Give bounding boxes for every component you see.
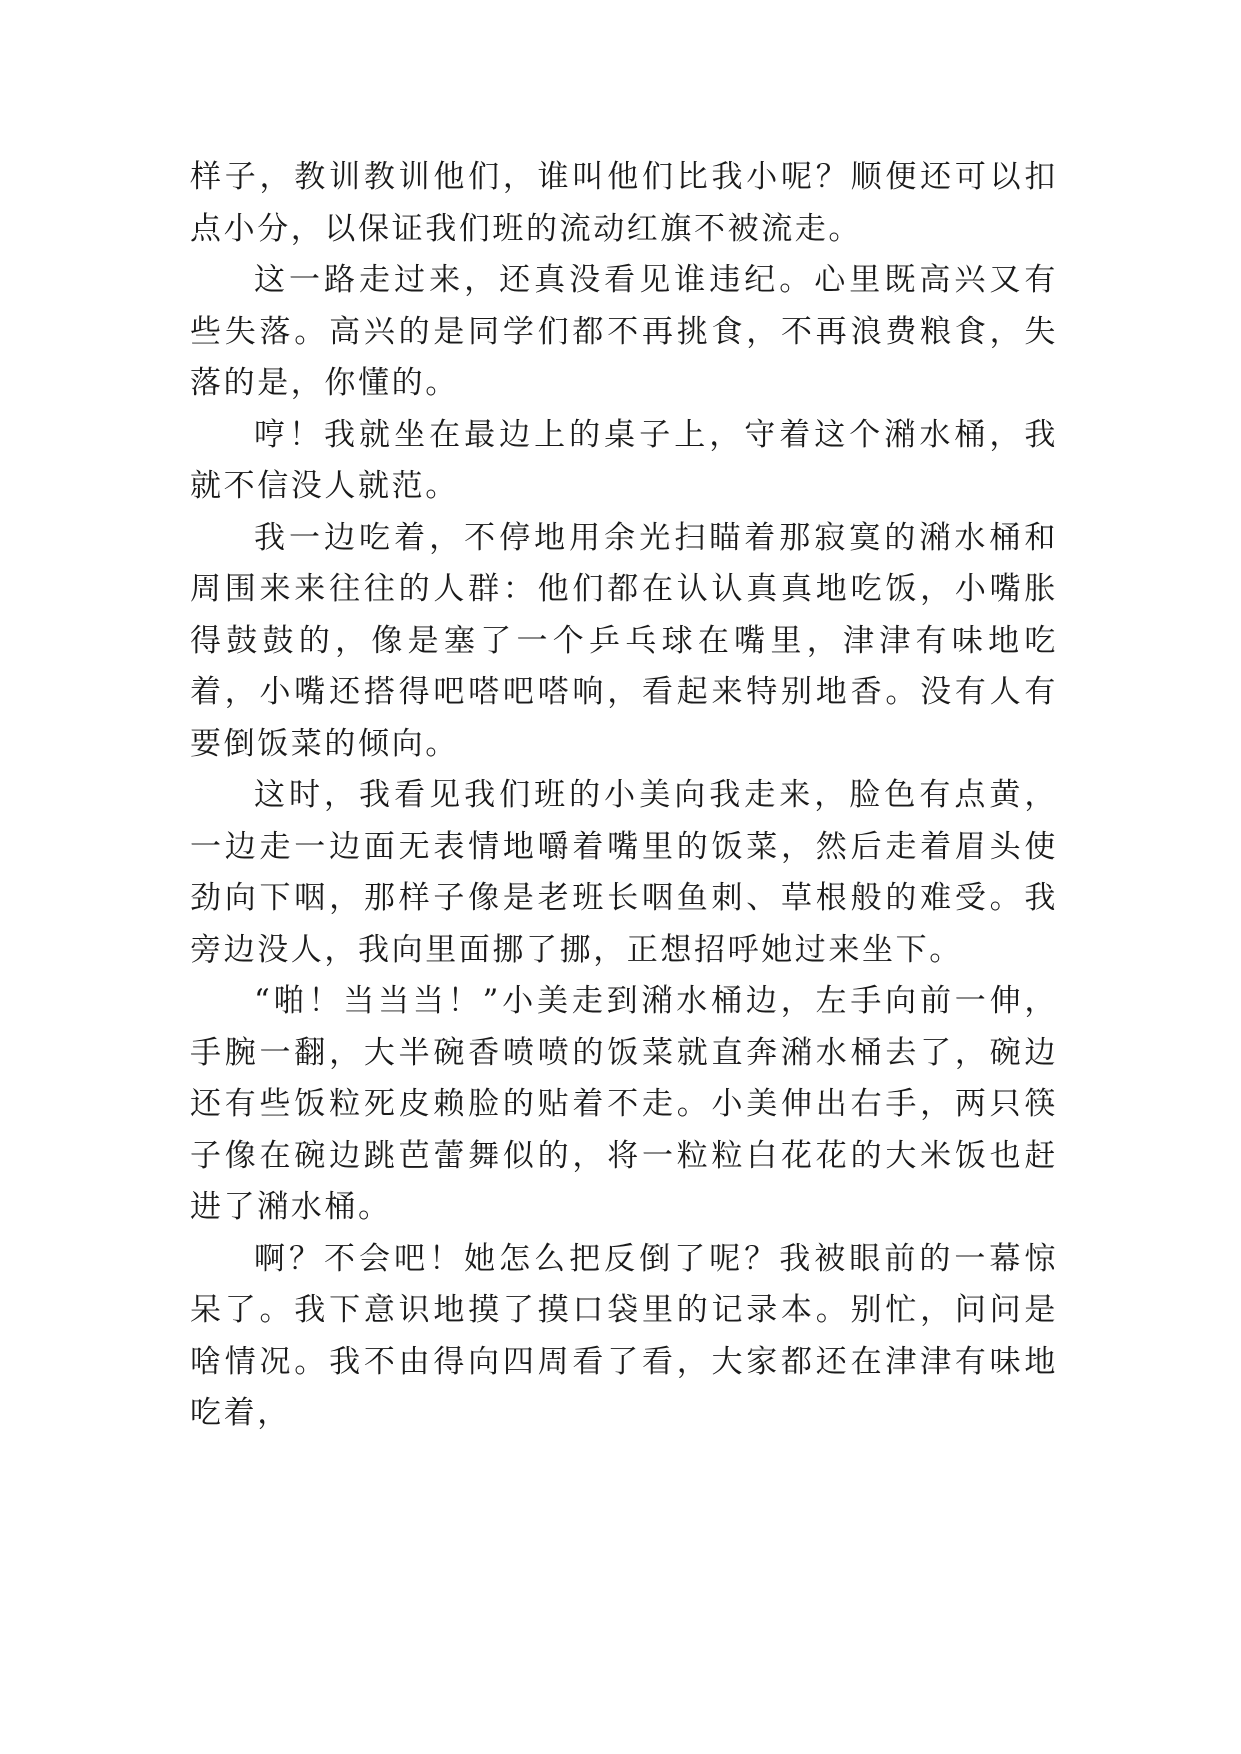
document-body xyxy=(190,152,1058,1440)
paragraph: 这一路走过来，还真没看见谁违纪。心里既高兴又有些失落。高兴的是同学们都不再挑食，不再浪费粮食，失落的是，你懂的。 xyxy=(190,262,1058,401)
paragraph: 这时，我看见我们班的小美向我走来，脸色有点黄，一边走一边面无表情地嚼着嘴里的饭菜，然后走着眉头使劲向下咽，那样子像是老班长咽鱼刺、草根般的难受。我旁边没人，我向里面挪了挪，正想招呼她过来坐下。 xyxy=(190,777,1058,968)
paragraph: 我一边吃着，不停地用余光扫瞄着那寂寞的潲水桶和周围来来往往的人群：他们都在认认真真地吃饭，小嘴胀得鼓鼓的，像是塞了一个乒乓球在嘴里，津津有味地吃着，小嘴还搭得吧嗒吧嗒响，看起来特别地香。没有人有要倒饭菜的倾向。 xyxy=(190,519,1058,762)
paragraph: 样子，教训教训他们，谁叫他们比我小呢？顺便还可以扣点小分，以保证我们班的流动红旗不被流走。 xyxy=(190,159,1058,247)
paragraph: 啊？不会吧！她怎么把反倒了呢？我被眼前的一幕惊呆了。我下意识地摸了摸口袋里的记录本。别忙，问问是啥情况。我不由得向四周看了看，大家都还在津津有味地吃着， xyxy=(190,1240,1058,1431)
paragraph: “啪！当当当！”小美走到潲水桶边，左手向前一伸，手腕一翻，大半碗香喷喷的饭菜就直奔潲水桶去了，碗边还有些饭粒死皮赖脸的贴着不走。小美伸出右手，两只筷子像在碗边跳芭蕾舞似的，将一粒粒白花花的大米饭也赶进了潲水桶。 xyxy=(190,983,1058,1225)
paragraph: 哼！我就坐在最边上的桌子上，守着这个潲水桶，我就不信没人就范。 xyxy=(190,416,1058,504)
